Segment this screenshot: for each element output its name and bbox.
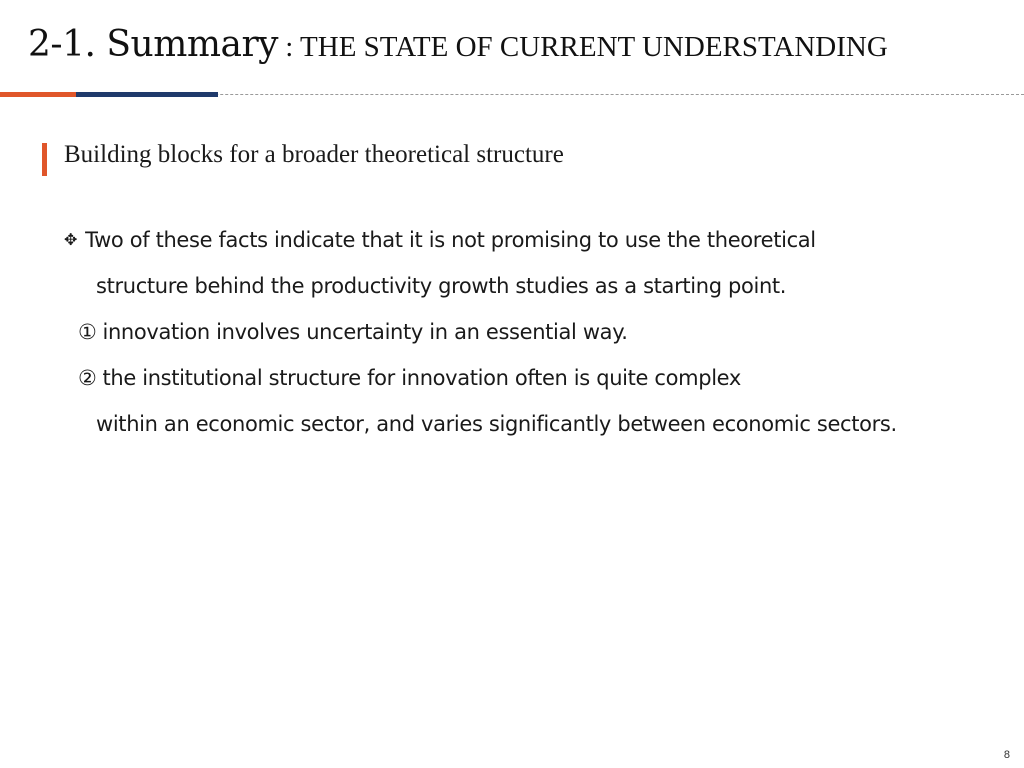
bullet-line-1 (64, 228, 816, 252)
header-accent-navy (76, 92, 218, 97)
slide-title (28, 24, 888, 65)
numbered-item-2 (78, 366, 741, 390)
numbered-item-1-text: innovation involves uncertainty in an essential way. (102, 320, 628, 344)
numbered-item-2-text: the institutional structure for innovation often is quite complex (102, 366, 741, 390)
slide-title-separator: : (278, 31, 301, 63)
section-heading: Building blocks for a broader theoretical structure (64, 141, 564, 168)
page-number: 8 (1003, 749, 1010, 761)
diamond-bullet-icon: ✥ (64, 230, 78, 249)
circled-number-one-icon: ① (78, 320, 97, 344)
numbered-item-1 (78, 320, 628, 344)
header-accent-orange (0, 92, 76, 97)
circled-number-two-icon: ② (78, 366, 97, 390)
slide-title-main: 2-1. Summary (28, 24, 278, 65)
bullet-text-line-1: Two of these facts indicate that it is not promising to use the theoretical (85, 228, 816, 252)
section-marker-bar (42, 143, 47, 176)
slide-title-sub: THE STATE OF CURRENT UNDERSTANDING (300, 31, 888, 63)
numbered-item-2-continuation: within an economic sector, and varies significantly between economic sectors. (96, 412, 897, 436)
bullet-line-2: structure behind the productivity growth studies as a starting point. (96, 274, 787, 298)
